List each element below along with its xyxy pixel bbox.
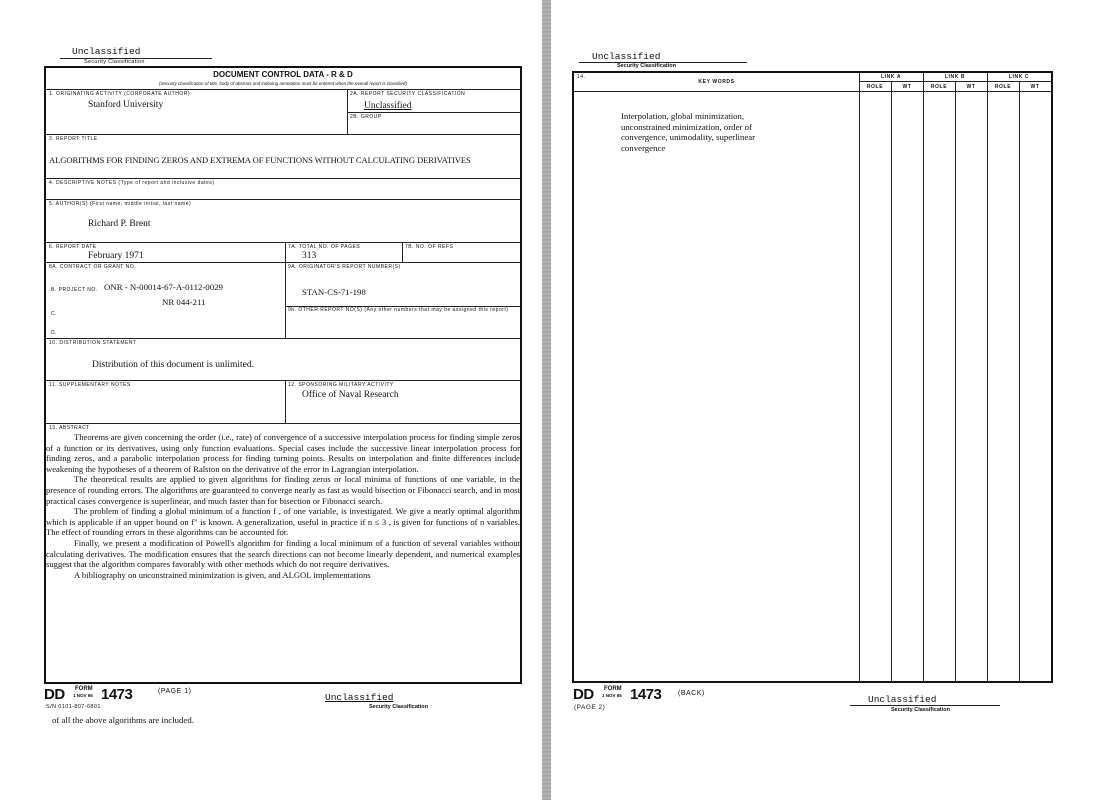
page-label: (PAGE 1)	[158, 688, 192, 695]
abstract-continuation: of all the above algorithms are included.	[52, 715, 194, 725]
author: Richard P. Brent	[88, 219, 151, 229]
back-label: (BACK)	[678, 690, 705, 697]
dd-form-word: FORM	[75, 686, 93, 692]
role-header: ROLE	[930, 84, 948, 90]
field9a-label: 9A. ORIGINATOR'S REPORT NUMBER(S)	[288, 264, 401, 270]
field2b-label: 2B. GROUP	[350, 114, 382, 120]
field12-label: 12. SPONSORING MILITARY ACTIVITY	[288, 382, 394, 388]
row-rule	[46, 423, 520, 424]
field14-label: 14.	[577, 74, 586, 80]
key-words-line: convergence	[621, 142, 666, 153]
report-security-classification: Unclassified	[364, 101, 412, 111]
role-header: ROLE	[994, 84, 1012, 90]
document-control-form	[44, 66, 522, 684]
field8a-label: 8A. CONTRACT OR GRANT NO.	[49, 264, 137, 270]
total-pages: 313	[302, 251, 317, 261]
link-b-header: LINK B	[944, 74, 966, 80]
row-rule	[347, 112, 520, 113]
row-rule	[46, 338, 520, 339]
field11-label: 11. SUPPLEMENTARY NOTES	[49, 382, 131, 388]
role-header: ROLE	[866, 84, 884, 90]
col-rule	[891, 82, 892, 681]
header-security-label: Security Classification	[84, 59, 145, 65]
col-rule	[859, 73, 860, 681]
field8d-label: D.	[51, 330, 57, 336]
key-words-list	[621, 111, 755, 153]
row-rule	[46, 89, 520, 90]
col-rule	[923, 73, 924, 681]
link-c-header: LINK C	[1008, 74, 1030, 80]
dd-form-word: FORM	[604, 686, 622, 692]
dd-mark: DD	[44, 686, 65, 703]
page-label: (PAGE 2)	[574, 704, 606, 711]
field8c-label: C.	[51, 311, 57, 317]
dd-mark: DD	[573, 686, 594, 703]
row-rule	[46, 380, 520, 381]
dd-number: 1473	[101, 686, 133, 703]
project-number: NR 044-211	[162, 297, 206, 307]
field10-label: 10. DISTRIBUTION STATEMENT	[49, 340, 137, 346]
field7b-label: 7B. NO. OF REFS	[405, 244, 454, 250]
key-words-header: KEY WORDS	[698, 79, 735, 85]
abstract-paragraph: A bibliography on unconstrained minimization is given, and ALGOL implementations	[74, 569, 371, 580]
abstract	[46, 432, 520, 580]
key-words-line: unconstrained minimization, order of	[621, 121, 752, 132]
row-rule	[46, 134, 520, 135]
field3-label: 3. REPORT TITLE	[49, 136, 98, 142]
footer-security-label: Security Classification	[369, 704, 428, 710]
row-rule	[46, 262, 520, 263]
row-rule	[46, 199, 520, 200]
wt-header: WT	[966, 84, 976, 90]
footer-classification: Unclassified	[868, 694, 937, 705]
originator-report-number: STAN-CS-71-198	[302, 287, 366, 297]
col-rule	[1019, 82, 1020, 681]
field1-label: 1. ORIGINATING ACTIVITY (CORPORATE AUTHOR)	[49, 91, 191, 97]
key-words-line: Interpolation, global minimization,	[621, 111, 745, 121]
key-words-line: convergence, unimodality, superlinear	[621, 132, 756, 142]
distribution-statement: Distribution of this document is unlimited.	[92, 360, 255, 370]
dd-nov: 1 NOV 65	[73, 693, 93, 698]
contract-number: ONR - N-00014-67-A-0112-0029	[104, 282, 223, 292]
dd-number: 1473	[630, 686, 662, 703]
sponsoring-activity: Office of Naval Research	[302, 390, 399, 400]
wt-header: WT	[902, 84, 912, 90]
form-title: DOCUMENT CONTROL DATA - R & D	[213, 70, 353, 79]
page-1	[0, 0, 542, 800]
row-rule	[46, 242, 520, 243]
col-rule	[285, 242, 286, 338]
field7a-label: 7A. TOTAL NO. OF PAGES	[288, 244, 361, 250]
footer-rule	[850, 705, 1000, 706]
abstract-paragraph: The theoretical results are applied to given algorithms for finding zeros or local minima of functions of one variable, in the presence of rounding errors. The algorithms are guaranteed to converge nearly as fast as would bisection or Fibonacci search, and in most practical cases convergence is superlinear, and much faster than for bisection or Fibonacci search.	[46, 474, 520, 506]
footer-classification: Unclassified	[325, 692, 394, 703]
field8b-label: B. PROJECT NO.	[51, 287, 98, 293]
abstract-paragraph: Theorems are given concerning the order (i.e., rate) of convergence of a successive interpolation process for finding simple zeros of a function or its derivatives, using only function evaluations. Special cases include the successive linear interpolation process for finding zeros, and a parabolic interpolation process for finding turning points. Results on interpolation and finite differences include weakening the hypotheses of a theorem of Ralston on the derivative of the error in Lagrangian interpolation.	[46, 432, 520, 474]
col-rule	[402, 242, 403, 262]
key-words-grid	[572, 71, 1053, 683]
page-gutter	[542, 0, 551, 800]
field6-label: 6. REPORT DATE	[49, 244, 97, 250]
field5-label: 5. AUTHOR(S) (First name, middle initial, last name)	[49, 201, 192, 207]
link-a-header: LINK A	[880, 74, 902, 80]
header-classification: Unclassified	[72, 46, 141, 57]
header-security-label: Security Classification	[617, 63, 676, 69]
originating-activity: Stanford University	[88, 100, 164, 110]
col-rule	[955, 82, 956, 681]
report-date: February 1971	[88, 251, 144, 261]
field2a-label: 2A. REPORT SECURITY CLASSIFICATION	[350, 91, 466, 97]
serial-number: S/N 0101-807-6801	[46, 704, 101, 710]
field4-label: 4. DESCRIPTIVE NOTES (Type of report and inclusive dates)	[49, 180, 215, 186]
header-classification: Unclassified	[592, 51, 661, 62]
row-rule	[574, 91, 1051, 92]
field13-label: 13. ABSTRACT	[49, 425, 90, 431]
row-rule	[46, 178, 520, 179]
footer-security-label: Security Classification	[891, 707, 950, 713]
row-rule	[859, 81, 1051, 82]
field9b-label: 9b. OTHER REPORT NO(S) (Any other numbers that may be assigned this report)	[288, 307, 509, 313]
col-rule	[285, 380, 286, 423]
form-subtitle: (Security classification of title, body of abstract and indexing annotation must be entered when the overall report is classified)	[159, 81, 407, 86]
abstract-paragraph: The problem of finding a global minimum of a function f , of one variable, is investigated. We give a nearly optimal algorithm which is applicable if an upper bound on f" is known. A generalization, useful in practice if n ≤ 3 , is given for functions of n variables. The effect of rounding errors in these algorithms can be accounted for.	[46, 506, 520, 538]
abstract-paragraph: Finally, we present a modification of Powell's algorithm for finding a local minimum of a function of several variables without calculating derivatives. The modification ensures that the search directions can not become linearly dependent, and numerical examples suggest that the algorithm compares favorably with other methods which do not require derivatives.	[46, 537, 520, 570]
wt-header: WT	[1030, 84, 1040, 90]
report-title: ALGORITHMS FOR FINDING ZEROS AND EXTREMA OF FUNCTIONS WITHOUT CALCULATING DERIVATIVES	[49, 155, 471, 165]
dd-nov: 1 NOV 65	[602, 693, 622, 698]
col-rule	[987, 73, 988, 681]
